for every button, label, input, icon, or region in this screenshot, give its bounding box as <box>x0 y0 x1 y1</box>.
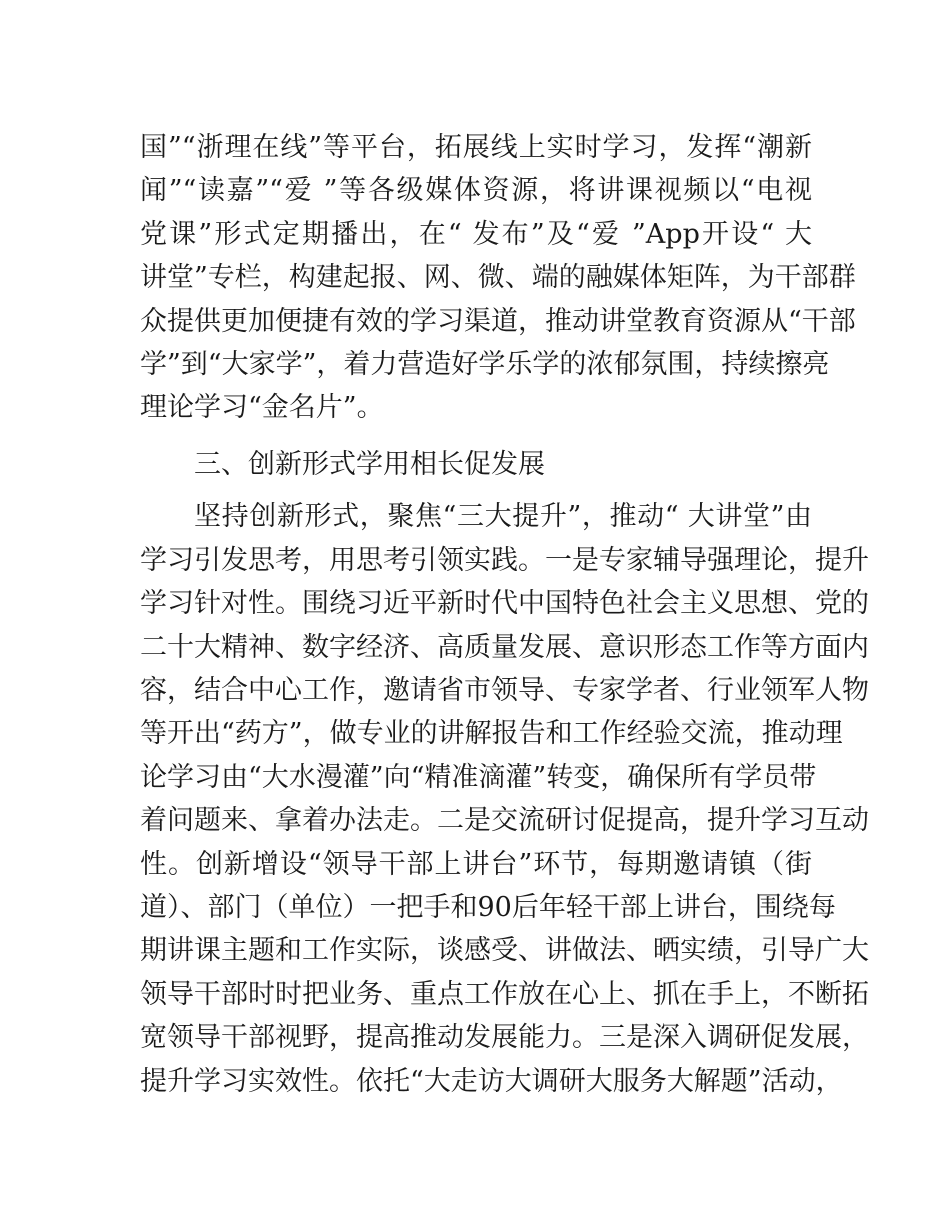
paragraph-line: 期讲课主题和工作实际，谈感受、讲做法、晒实绩，引导广大 <box>140 935 869 966</box>
section-heading: 三、创新形式学用相长促发展 <box>194 449 545 480</box>
paragraph-line: 二十大精神、数字经济、高质量发展、意识形态工作等方面内 <box>140 632 869 663</box>
paragraph-line: 闻”“读嘉”“爱 ”等各级媒体资源，将讲课视频以“电视 <box>140 175 812 206</box>
paragraph-line: 国”“浙理在线”等平台，拓展线上实时学习，发挥“潮新 <box>140 132 812 163</box>
paragraph-line: 着问题来、拿着办法走。二是交流研讨促提高，提升学习互动 <box>140 805 869 836</box>
paragraph-line: 等开出“药方”，做专业的讲解报告和工作经验交流，推动理 <box>140 718 843 749</box>
paragraph-line: 宽领导干部视野，提高推动发展能力。三是深入调研促发展， <box>140 1022 869 1053</box>
paragraph-line: 提升学习实效性。依托“大走访大调研大服务大解题”活动， <box>140 1066 843 1097</box>
paragraph-line: 领导干部时时把业务、重点工作放在心上、抓在手上，不断拓 <box>140 979 869 1010</box>
paragraph-line: 容，结合中心工作，邀请省市领导、专家学者、行业领军人物 <box>140 675 869 706</box>
paragraph-line: 论学习由“大水漫灌”向“精准滴灌”转变，确保所有学员带 <box>140 762 817 793</box>
paragraph-line: 众提供更加便捷有效的学习渠道，推动讲堂教育资源从“干部 <box>140 306 856 337</box>
paragraph-line: 性。创新增设“领导干部上讲台”环节，每期邀请镇（街 <box>140 849 812 880</box>
paragraph-line: 学习针对性。围绕习近平新时代中国特色社会主义思想、党的 <box>140 588 869 619</box>
paragraph-line: 坚持创新形式，聚焦“三大提升”，推动“ 大讲堂”由 <box>194 501 812 532</box>
paragraph-line: 学”到“大家学”，着力营造好学乐学的浓郁氛围，持续擦亮 <box>140 349 830 380</box>
paragraph-line: 理论学习“金名片”。 <box>140 392 384 423</box>
paragraph-line: 道）、部门（单位）一把手和90后年轻干部上讲台，围绕每 <box>140 892 836 923</box>
paragraph-line: 党课”形式定期播出，在“ 发布”及“爱 ”App开设“ 大 <box>140 219 812 250</box>
paragraph-line: 学习引发思考，用思考引领实践。一是专家辅导强理论，提升 <box>140 545 869 576</box>
paragraph-line: 讲堂”专栏，构建起报、网、微、端的融媒体矩阵，为干部群 <box>140 262 856 293</box>
